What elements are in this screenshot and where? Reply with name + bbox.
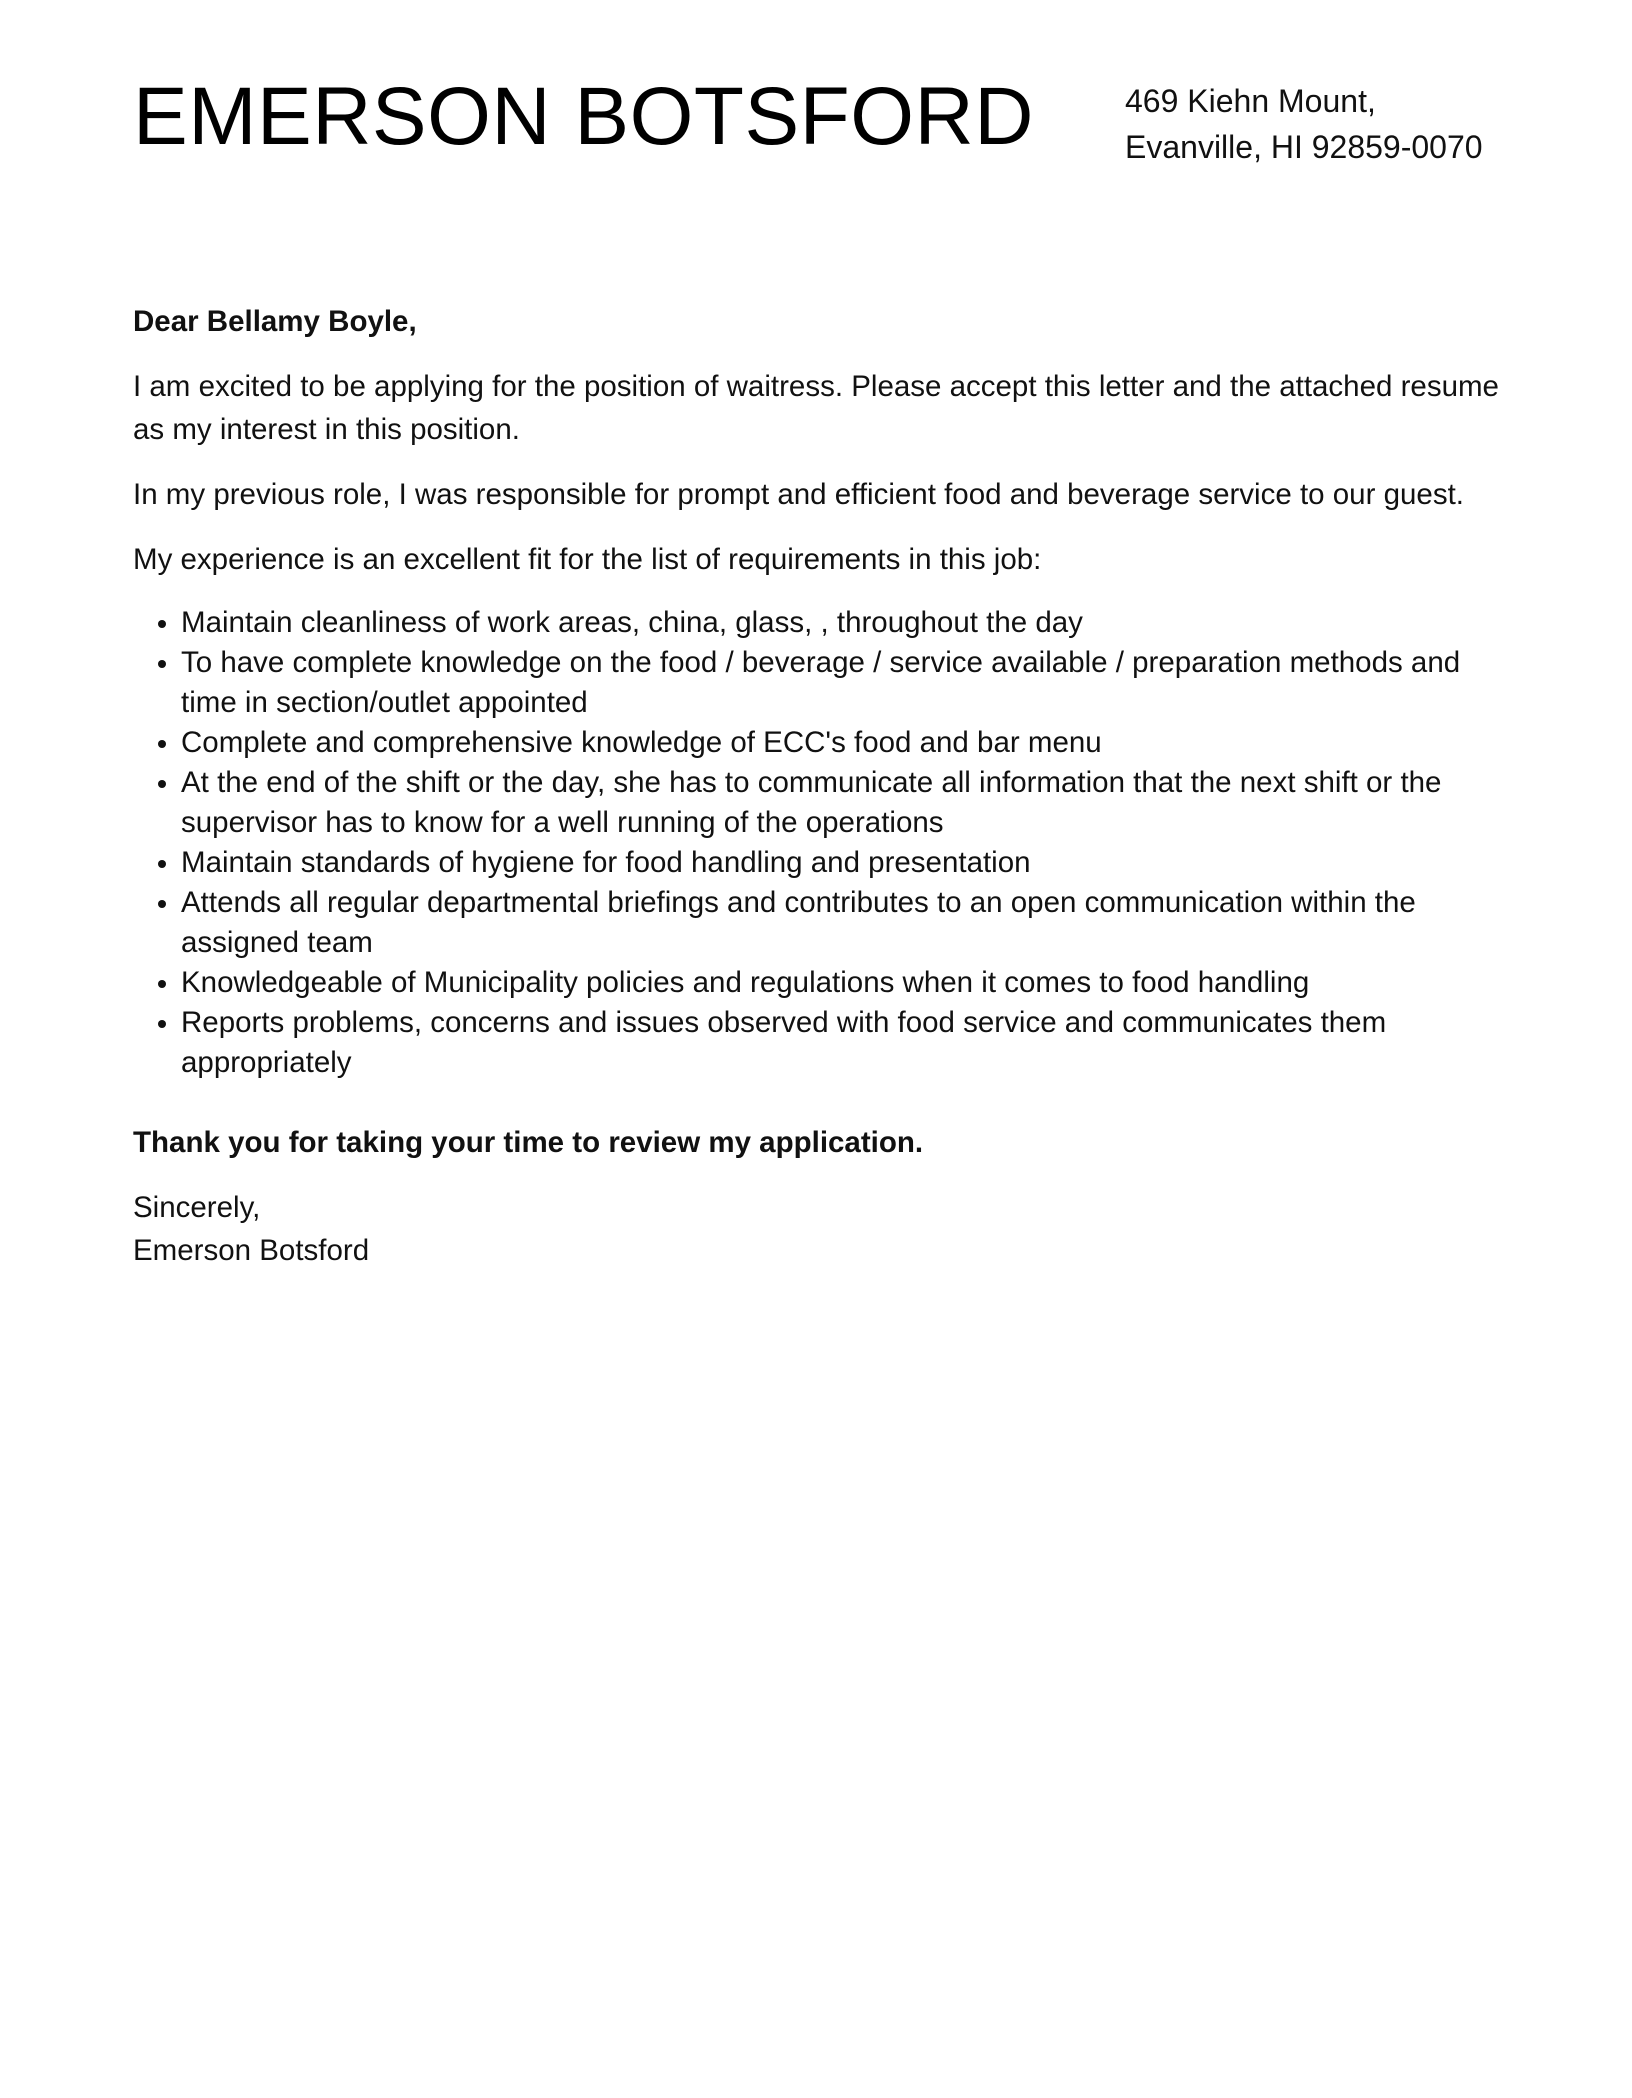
experience-paragraph: In my previous role, I was responsible for prompt and efficient food and beverage service to our guest. <box>133 478 1464 511</box>
intro-paragraph: I am excited to be applying for the position of waitress. Please accept this letter and the attached resume as my interest in this position. <box>133 370 1499 446</box>
requirement-item: • Complete and comprehensive knowledge of ECC's food and bar menu <box>181 723 1499 763</box>
requirement-item: • Attends all regular departmental briefings and contributes to an open communication within the assigned team <box>181 883 1499 963</box>
requirement-item: • Maintain cleanliness of work areas, china, glass, , throughout the day <box>181 603 1499 643</box>
requirement-item: • To have complete knowledge on the food / beverage / service available / preparation methods and time in section/outlet appointed <box>181 643 1499 723</box>
letter-header <box>133 71 1499 184</box>
letter-body <box>133 300 1499 1272</box>
requirements-list <box>133 603 1499 1083</box>
applicant-name: EMERSON BOTSFORD <box>133 71 1034 162</box>
closing-phrase: Sincerely, <box>133 1191 261 1224</box>
applicant-address <box>1125 78 1483 170</box>
requirement-item: • At the end of the shift or the day, she has to communicate all information that the next shift or the supervisor has to know for a well running of the operations <box>181 763 1499 843</box>
salutation: Dear Bellamy Boyle, <box>133 305 417 338</box>
requirement-item: • Maintain standards of hygiene for food handling and presentation <box>181 843 1499 883</box>
closing-block <box>133 1186 1499 1272</box>
signature-name: Emerson Botsford <box>133 1234 370 1267</box>
requirements-intro: My experience is an excellent fit for the list of requirements in this job: <box>133 543 1042 576</box>
address-line-1: 469 Kiehn Mount, <box>1125 83 1376 119</box>
requirement-item: • Knowledgeable of Municipality policies and regulations when it comes to food handling <box>181 963 1499 1003</box>
thank-you-line: Thank you for taking your time to review my application. <box>133 1126 924 1159</box>
requirement-item: • Reports problems, concerns and issues observed with food service and communicates them appropriately <box>181 1003 1499 1083</box>
address-line-2: Evanville, HI 92859-0070 <box>1125 129 1483 165</box>
